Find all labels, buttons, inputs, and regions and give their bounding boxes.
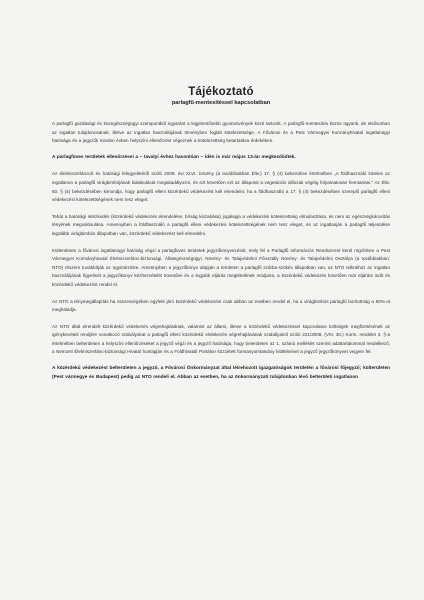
- paragraph-inspections: A parlagfüves területek ellenőrzései a – tavalyi évhez hasonlóan – idén is már május 13-án megkezdődtek.: [52, 154, 296, 160]
- paragraph-responsibility: A közérdekű védekezést belterületen a jegyző, a Fővárosi Önkormányzat által létrehozott igazgatóságok területén a fővárosi főjegyző; külterületen (Pest vármegye és Budapest) pedig az NTO rendeli el. Abban az esetben, ha az önkormányzati tulajdonban lévő belterületi ingatlanon: [52, 366, 390, 380]
- paragraph-law: Az élelmiszerláncról és hatósági felügyeletéről szóló 2008. évi XLVI. törvény (a továbbiakban Éltv.) 17. § (4) bekezdése értelmében „A földhasználó köteles az ingatlanon a parlagfű virágbimbójának kialakulását megakadályozni, és ezt követően ezt az állapotot a vegetációs időszak végéig folyamatosan fenntartani.” Az Éltv. 60. § (4) bekezdésében kimondja, hogy parlagfű elleni közérdekű védekezést kell elrendelni, ha a földhasználó a 17. § (4) bekezdésében szereplő parlagfű elleni védekezési kötelezettségének nem tesz eleget.: [52, 171, 390, 203]
- paragraph-outskirts: Külterületen a fővárosi ingatlanügyi hatóság végzi a parlagfüves területek jegyzőkönyvezését, mely fel a Parlagfű Információs Rendszerrel kerül rögzítésre a Pest Vármegyei Kormányhivatal Élelmiszerlánc-biztonsági, Állategészségügyi, Növény- és Talajvédelmi Főosztály Növény- és Talajvédelmi Osztálya (a továbbiakban: NTO) részére továbbítják az ügyintézésre. Amennyiben a jegyzőkönyv alapján a területen a parlagfű szárba-szökés állapotban van, az NTO telkükhöz az ingatlan használójának figyelmét a jegyzőkönyv kézhezvételét követően és a legjobb eljárás megtételének módjaira, a közérdekű védekezés követően már eljárást indít és közérdekű védekezést rendel el.: [52, 247, 390, 287]
- paragraph-legal-basis: Tehát a hatósági intézkedés (közérdekű védekezés elrendelése, bírság kiszabása) jogalapja a védekezési kötelezettség elmulasztása, és nem az egészségkárosítás tényének megvalósulása. Amennyiben a földhasználó a parlagfű elleni védekezési kötelezettségének nem tesz eleget, és az ingatlanján a parlagfű teljesülése legalább virágbimbós állapotban van, közérdekű védekezést kell elrendelni.: [52, 213, 390, 236]
- paragraph-intro: A parlagfű gazdasági és közegészségügyi szempontból egyaránt a legjelentősebb gyomnövények közé tartozik. A parlagfű-mentesítés közös ügyünk, de elsősorban az ingatlan tulajdonosának, illetve az ingatlan használójának törvényben foglalt kötelezettsége. A Fővárosi és a Pest Vármegyei Kormányhivatal ingatlanügyi hatósága és a jegyzők minden évben helyszíni ellenőrzést végeznek a kötelezettség betartatása érdekében.: [52, 121, 390, 144]
- document-subtitle: parlagfű-mentesítéssel kapcsolatban: [171, 100, 271, 106]
- paragraph-regulation: Az NTO által elrendelt közérdekű védekezés végrehajtásának, valamint az állami, illetve a közérdekű védekezéssel kapcsolatos költségek megfizetésének az igénybevételi rendjére vonatkozó szabályokat a parlagfű elleni közérdekű védekezés végrehajtásának szabályairól szóló 221/2008. (VIII. 30.) Korm. rendelet 3. §-a értelmében belterületen a helyszíni ellenőrzéseket a jegyző végzi és a jegyző hatósága, hogy beterületen az 1. számú melléklet szerinti adattartalommal rendelkező, a Nemzeti Élelmiszerlánc-biztonsági Hivatal honlapján és a Földhivatali Portálon közzétett formanyomtatvány kitöltésével a jegyző jegyzőkönyvet vegyen fel.: [52, 323, 390, 355]
- document-title: Tájékoztató: [188, 86, 254, 98]
- paragraph-nto-threshold: Az NTO a ténymegállapítás ha összességében egyfelé járó közérdekű védekezést csak abban az esetben rendel el, ha a virágbimbós parlagfű borítottság a 50%-ot meghaladja.: [52, 298, 390, 313]
